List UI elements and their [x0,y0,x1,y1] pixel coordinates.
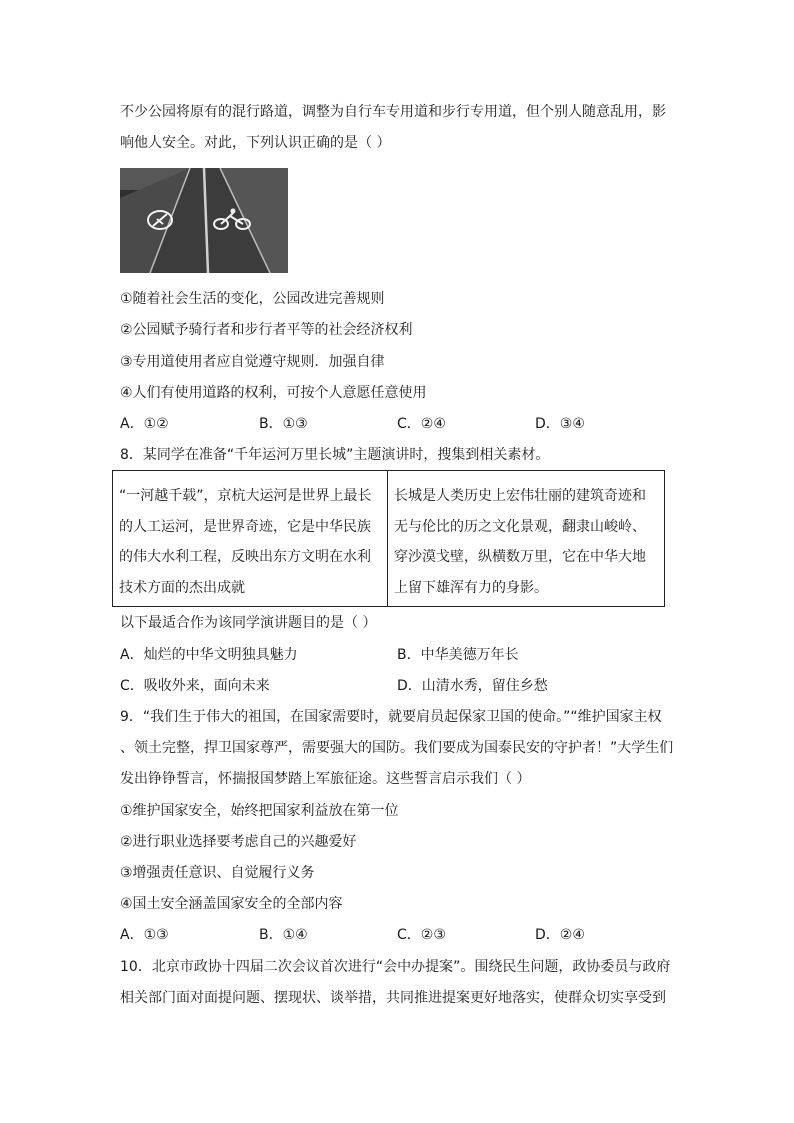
q7-stem-line1: 不少公园将原有的混行路道，调整为自行车专用道和步行专用道，但个别人随意乱用，影 [120,104,666,120]
q8-option-a: A．灿烂的中华文明独具魅力 [120,647,298,663]
q7-statement-2: ②公园赋予骑行者和步行者平等的社会经济权利 [120,322,413,338]
q9-option-d: D．②④ [535,927,585,943]
q9-option-b: B．①④ [259,927,308,943]
q8-option-b: B．中华美德万年长 [397,647,519,663]
q8-option-d: D．山清水秀，留住乡愁 [397,678,548,694]
q9-options [120,925,680,945]
q7-stem-line2: 响他人安全。对此，下列认识正确的是（ ） [120,135,391,151]
q7-statement-1: ①随着社会生活的变化，公园改进完善规则 [120,291,385,307]
q8-question: 以下最适合作为该同学演讲题目的是（ ） [120,615,377,631]
q9-statement-1: ①维护国家安全，始终把国家利益放在第一位 [120,803,399,819]
q8-options-row1 [120,645,680,665]
q8-right-cell [388,471,665,607]
q10-stem-line1: 10．北京市政协十四届二次会议首次进行“会中办提案”。围绕民生问题，政协委员与政府 [120,959,671,975]
q7-option-a: A．①② [120,416,169,432]
bike-lane-photo [120,168,288,273]
q8-right-line-4: 上留下雄浑有力的身影。 [394,579,548,596]
q7-option-c: C．②④ [397,416,446,432]
q7-options [120,414,680,434]
q9-stem-line2: 、领土完整，捍卫国家尊严，需要强大的国防。我们要成为国泰民安的守护者！”大学生们 [120,740,674,756]
q9-stem-line1: 9．“我们生于伟大的祖国，在国家需要时，就要肩员起保家卫国的使命。”“维护国家主权 [120,709,662,725]
q8-option-c: C．吸收外来，面向未来 [120,678,270,694]
q9-option-a: A．①③ [120,927,169,943]
q8-material-table [112,470,665,607]
q9-stem-line3: 发出铮铮誓言，怀揣报国梦踏上军旅征途。这些誓言启示我们（ ） [120,771,531,787]
q8-left-line-2: 的人工运河，是世界奇迹，它是中华民族 [119,518,371,535]
q8-left-line-3: 的伟大水利工程，反映出东方文明在水利 [119,549,371,565]
q8-left-cell [113,471,388,607]
q9-statement-4: ④国土安全涵盖国家安全的全部内容 [120,896,343,912]
q8-right-line-2: 无与伦比的历之文化景观，翻隶山峻岭、 [394,518,646,535]
q7-statement-4: ④人们有使用道路的权利，可按个人意愿任意使用 [120,385,427,401]
q8-left-line-4: 技术方面的杰出成就 [119,579,245,596]
q8-left-line-1: “一河越千载”，京杭大运河是世界上最长 [119,488,372,504]
q8-right-line-3: 穿沙漠戈壁，纵横数万里，它在中华大地 [394,549,646,565]
q9-option-c: C．②③ [397,927,446,943]
q9-statement-2: ②进行职业选择要考虑自己的兴趣爱好 [120,834,357,850]
q7-option-b: B．①③ [259,416,308,432]
q8-stem: 8．某同学在准备“千年运河万里长城”主题演讲时，搜集到相关素材。 [120,447,550,463]
q9-statement-3: ③增强责任意识、自觉履行义务 [120,865,315,881]
q7-option-d: D．③④ [535,416,585,432]
q8-right-line-1: 长城是人类历史上宏伟壮丽的建筑奇迹和 [394,488,646,504]
q7-statement-3: ③专用道使用者应自觉遵守规则．加强自律 [120,354,385,370]
bike-lane-illustration [120,168,288,273]
q10-stem-line2: 相关部门面对面提问题、摆现状、谈举措，共同推进提案更好地落实，使群众切实享受到 [120,990,666,1006]
q8-options-row2 [120,676,680,696]
